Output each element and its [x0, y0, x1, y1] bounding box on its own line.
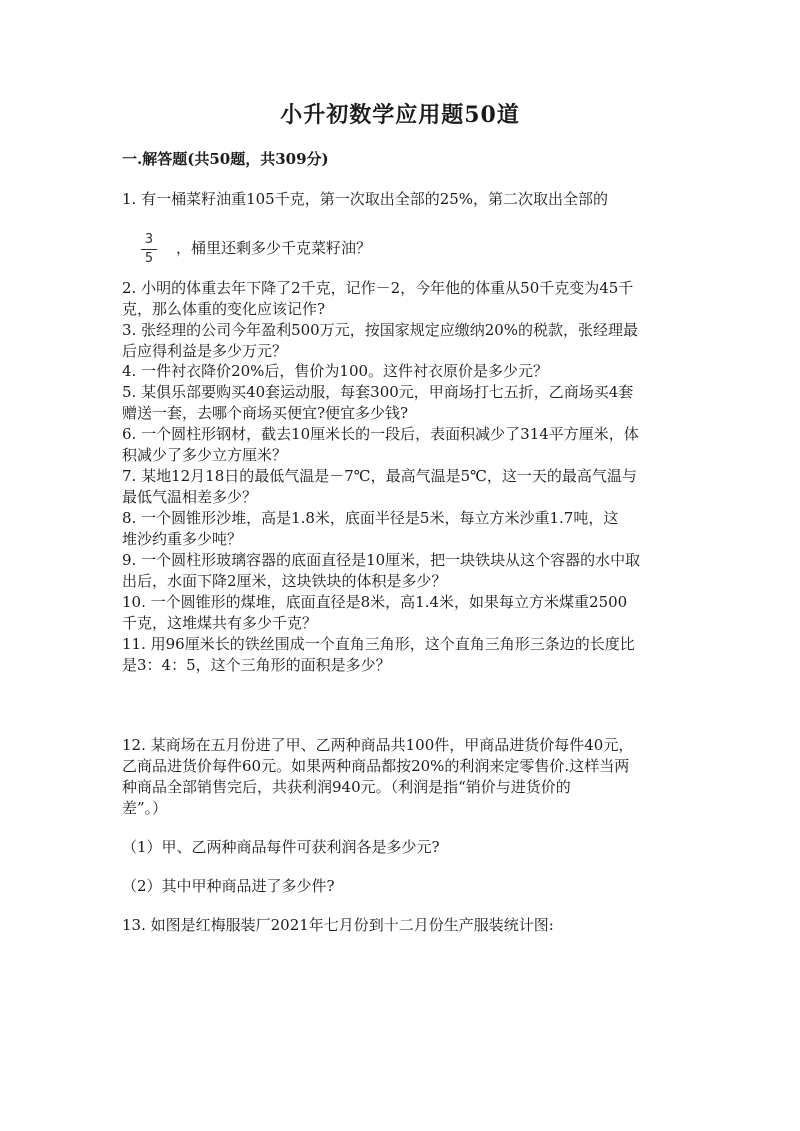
question-line: 最低气温相差多少？ [122, 488, 258, 506]
question-line: 积减少了多少立方厘米？ [122, 446, 288, 464]
question-1-continuation: ，桶里还剩多少千克菜籽油？ [176, 239, 372, 257]
question-line: 2. 小明的体重去年下降了2千克，记作－2，今年他的体重从50千克变为45千 [122, 279, 634, 297]
question-line: 5. 某俱乐部要购买40套运动服，每套300元，甲商场打七五折，乙商场买4套 [122, 383, 634, 401]
question-line: 千克，这堆煤共有多少千克？ [122, 614, 318, 632]
question-line: 8. 一个圆锥形沙堆，高是1.8米，底面半径是5米，每立方米沙重1.7吨，这 [122, 509, 619, 527]
question-line: 10. 一个圆锥形的煤堆，底面直径是8米，高1.4米，如果每立方米煤重2500 [122, 593, 628, 611]
fraction-bar [141, 249, 157, 250]
question-line: 9. 一个圆柱形玻璃容器的底面直径是10厘米，把一块铁块从这个容器的水中取 [122, 551, 641, 569]
question-12-line: 种商品全部销售完后，共获利润940元。（利润是指“销价与进货价的 [122, 778, 571, 796]
question-line: 7. 某地12月18日的最低气温是－7℃，最高气温是5℃，这一天的最高气温与 [122, 467, 637, 485]
question-line: 6. 一个圆柱形钢材，截去10厘米长的一段后，表面积减少了314平方厘米，体 [122, 425, 639, 443]
question-12-line: 12. 某商场在五月份进了甲、乙两种商品共100件，甲商品进货价每件40元， [122, 736, 634, 754]
question-line: 4. 一件衬衣降价20%后，售价为100。这件衬衣原价是多少元？ [122, 362, 549, 380]
question-line: 克，那么体重的变化应该记作? [122, 300, 326, 318]
question-1-text: 1. 有一桶菜籽油重105千克，第一次取出全部的25%，第二次取出全部的 [122, 190, 609, 208]
fraction-denominator: 5 [144, 251, 154, 266]
question-13-text: 13. 如图是红梅服装厂2021年七月份到十二月份生产服装统计图: [122, 916, 554, 934]
question-line: 3. 张经理的公司今年盈利500万元，按国家规定应缴纳20%的税款，张经理最 [122, 321, 639, 339]
section-heading: 一.解答题(共50题，共309分) [122, 150, 329, 168]
fraction-three-fifths [140, 233, 158, 266]
question-line: 堆沙约重多少吨？ [122, 530, 243, 548]
question-12-subquestion-1: （1）甲、乙两种商品每件可获利润各是多少元? [122, 838, 440, 856]
question-12-subquestion-2: （2）其中甲种商品进了多少件? [122, 877, 335, 895]
question-line: 出后，水面下降2厘米，这块铁块的体积是多少？ [122, 572, 447, 590]
question-line: 是3：4：5，这个三角形的面积是多少？ [122, 656, 391, 674]
question-12-line: 差”。） [122, 799, 168, 817]
question-line: 赠送一套，去哪个商场买便宜?便宜多少钱? [122, 404, 409, 422]
question-line: 11. 用96厘米长的铁丝围成一个直角三角形，这个直角三角形三条边的长度比 [122, 635, 635, 653]
fraction-numerator: 3 [144, 232, 154, 247]
question-line: 后应得利益是多少万元？ [122, 342, 288, 360]
page-title: 小升初数学应用题50道 [280, 102, 520, 128]
question-12-line: 乙商品进货价每件60元。如果两种商品都按20%的利润来定零售价.这样当两 [122, 757, 630, 775]
